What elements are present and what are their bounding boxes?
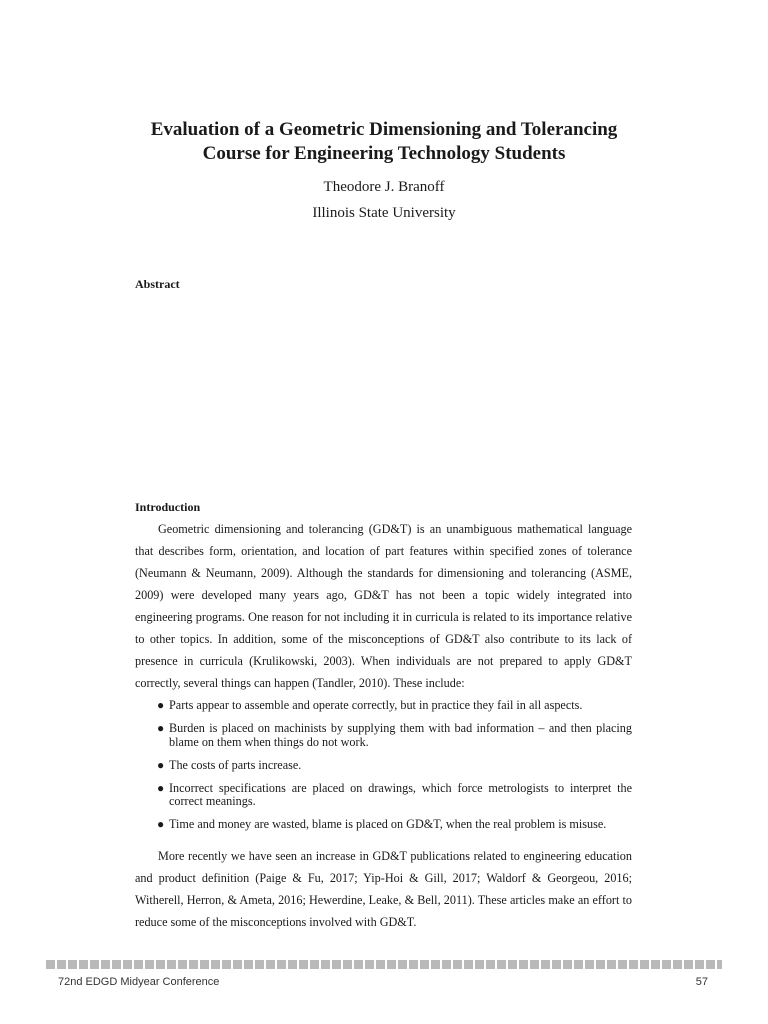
list-item	[135, 699, 632, 713]
footer-divider	[46, 960, 722, 969]
list-item-text: Incorrect specifications are placed on drawings, which force metrologists to interpret the correct meanings.	[169, 780, 632, 808]
intro-paragraph-1-text: Geometric dimensioning and tolerancing (GD&T) is an unambiguous mathematical language that describes form, orientation, and location of part features within specified zones of tolerance (Neumann & Neumann, 2009). Although the standards for dimensioning and tolerancing (ASME, 2009) were developed many years ago, GD&T has not been a topic widely integrated into engineering programs. One reason for not including it in curricula is related to its importance relative to other topics. In addition, some of the misconceptions of GD&T also contribute to its lack of presence in curricula (Krulikowski, 2003). When individuals are not prepared to apply GD&T correctly, several things can happen (Tandler, 2010). These include:	[135, 522, 632, 690]
title-line-1: Evaluation of a Geometric Dimensioning and Tolerancing	[150, 119, 618, 140]
intro-paragraph-2	[135, 845, 632, 933]
introduction-heading: Introduction	[135, 500, 201, 514]
abstract-heading: Abstract	[135, 277, 180, 291]
bullet-dot-icon: ●	[157, 721, 165, 735]
list-item-text: The costs of parts increase.	[169, 757, 302, 772]
intro-paragraph-2-text: More recently we have seen an increase in GD&T publications related to engineering education and product definition (Paige & Fu, 2017; Yip-Hoi & Gill, 2017; Waldorf & Georgeou, 2016; Witherell, Herron, & Ameta, 2016; Hewerdine, Leake, & Bell, 2011). These articles make an effort to reduce some of the misconceptions involved with GD&T.	[135, 849, 632, 929]
bullet-dot-icon: ●	[157, 817, 165, 831]
title-line-2: Course for Engineering Technology Students	[202, 143, 566, 164]
footer-conference-name: 72nd EDGD Midyear Conference	[58, 976, 220, 988]
list-item	[135, 782, 632, 809]
intro-paragraph-1	[135, 518, 632, 694]
author-affiliation: Illinois State University	[312, 205, 456, 221]
list-item	[135, 759, 632, 773]
list-item	[135, 722, 632, 749]
page-number: 57	[695, 976, 708, 988]
consequences-list	[135, 699, 632, 841]
author-name: Theodore J. Branoff	[323, 179, 445, 195]
list-item-text: Parts appear to assemble and operate correctly, but in practice they fail in all aspects.	[169, 698, 583, 712]
list-item-text: Burden is placed on machinists by supplying them with bad information – and then placing blame on them when things do not work.	[169, 721, 632, 749]
list-item-text: Time and money are wasted, blame is placed on GD&T, when the real problem is misuse.	[169, 817, 607, 831]
bullet-dot-icon: ●	[157, 757, 165, 772]
paper-title	[100, 118, 668, 166]
list-item	[135, 818, 632, 832]
bullet-dot-icon: ●	[157, 698, 165, 712]
bullet-dot-icon: ●	[157, 780, 165, 795]
